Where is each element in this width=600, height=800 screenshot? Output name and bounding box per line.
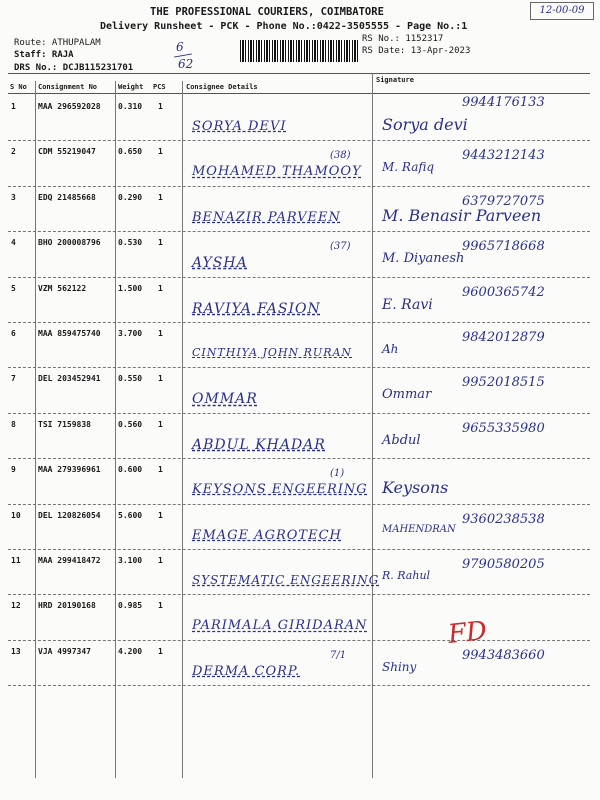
row-phone: 9842012879: [462, 330, 545, 345]
row-pcs: 1: [158, 419, 163, 429]
row-divider: [8, 140, 590, 141]
row-weight: 0.310: [118, 102, 143, 111]
row-consignee: PARIMALA GIRIDARAN: [192, 618, 368, 634]
corner-note: 12-00-09: [530, 2, 594, 20]
row-consignment: VJA 4997347: [38, 646, 91, 656]
runsheet-subtitle: Delivery Runsheet - PCK - Phone No.:0422-3505555 - Page No.:1: [100, 21, 468, 32]
row-note: (38): [330, 150, 351, 162]
row-consignment: MAA 279396961: [38, 465, 101, 475]
row-phone: 6379727075: [462, 193, 545, 209]
row-signature: Abdul: [382, 432, 421, 448]
row-sno: 13: [11, 646, 21, 656]
row-weight: 0.985: [118, 601, 143, 611]
row-consignment: DEL 203452941: [38, 374, 101, 384]
row-weight: 0.290: [118, 192, 143, 202]
table-row: [0, 233, 600, 278]
row-divider: [8, 640, 590, 641]
table-header-rule: [8, 93, 590, 94]
row-consignment: EDQ 21485668: [38, 192, 96, 202]
row-signature: Ah: [382, 342, 399, 356]
row-note: (1): [330, 468, 345, 480]
row-consignee: DERMA CORP.: [192, 663, 301, 679]
rs-date: RS Date: 13-Apr-2023: [362, 46, 471, 56]
col-sno: S No: [10, 83, 27, 91]
row-note: 7/1: [330, 649, 347, 661]
row-signature: R. Rahul: [382, 569, 431, 582]
row-signature: M. Rafiq: [382, 160, 435, 175]
row-consignee: BENAZIR PARVEEN: [192, 209, 341, 225]
table-row: [0, 97, 600, 142]
row-divider: [8, 322, 590, 323]
row-phone: 9600365742: [462, 284, 545, 300]
table-row: [0, 142, 600, 187]
row-phone: 9443212143: [462, 148, 545, 164]
table-row: [0, 369, 600, 414]
row-weight: 3.100: [118, 556, 143, 565]
col-consignee: Consignee Details: [186, 83, 258, 91]
row-pcs: 1: [158, 192, 163, 202]
row-signature: Shiny: [382, 659, 417, 674]
row-sno: 7: [11, 374, 16, 384]
row-sno: 5: [11, 283, 16, 293]
row-sno: 8: [11, 419, 16, 429]
row-pcs: 1: [158, 601, 163, 611]
row-pcs: 1: [158, 510, 163, 520]
table-row: [0, 596, 600, 641]
row-sno: 4: [11, 238, 16, 248]
row-sno: 12: [11, 601, 21, 611]
row-divider: [8, 685, 590, 686]
row-signature: E. Ravi: [382, 296, 433, 313]
row-phone: 9790580205: [462, 557, 545, 572]
row-weight: 0.530: [118, 238, 143, 248]
row-consignment: BHO 200008796: [38, 238, 101, 248]
row-consignee: AYSHA: [192, 255, 248, 272]
row-consignment: HRD 20190168: [38, 601, 96, 611]
row-consignee: CINTHIYA JOHN RURAN: [192, 346, 353, 359]
route-label: Route: ATHUPALAM: [14, 38, 101, 48]
row-phone: 9943483660: [462, 647, 545, 663]
barcode: [240, 40, 358, 62]
row-phone: 9944176133: [462, 95, 545, 110]
row-consignment: MAA 299418472: [38, 556, 101, 565]
table-row: [0, 551, 600, 596]
row-weight: 4.200: [118, 646, 143, 656]
row-sno: 1: [11, 102, 16, 111]
table-row: [0, 506, 600, 551]
row-weight: 0.650: [118, 147, 143, 157]
row-pcs: 1: [158, 238, 163, 248]
rs-number: RS No.: 1152317: [362, 34, 444, 44]
row-pcs: 1: [158, 556, 163, 565]
row-signature: Ommar: [382, 387, 432, 403]
row-divider: [8, 504, 590, 505]
row-phone: 9655335980: [462, 420, 545, 436]
row-consignment: TSI 7159838: [38, 419, 91, 429]
row-consignment: CDM 55219047: [38, 147, 96, 157]
drs-number: DRS No.: DCJB115231701: [14, 63, 134, 73]
row-divider: [8, 549, 590, 550]
table-row: [0, 279, 600, 324]
table-row: [0, 188, 600, 233]
row-signature: M. Benasir Parveen: [382, 205, 542, 225]
col-signature: Signature: [376, 76, 414, 84]
row-consignee: KEYSONS ENGEERING: [192, 482, 368, 498]
row-pcs: 1: [158, 329, 163, 338]
row-consignee: ABDUL KHADAR: [192, 436, 326, 453]
row-consignee: SORYA DEVI: [192, 119, 287, 134]
row-consignment: MAA 296592028: [38, 102, 101, 111]
company-title: THE PROFESSIONAL COURIERS, COIMBATORE: [150, 6, 384, 18]
table-row: [0, 642, 600, 687]
row-consignee: MOHAMED THAMOOY: [192, 164, 362, 180]
row-signature: MAHENDRAN: [382, 523, 456, 535]
row-divider: [8, 594, 590, 595]
row-phone: 9952018515: [462, 375, 545, 391]
row-weight: 3.700: [118, 329, 143, 338]
staff-label: Staff: RAJA: [14, 50, 74, 60]
row-weight: 0.550: [118, 374, 143, 384]
row-divider: [8, 231, 590, 232]
row-weight: 0.560: [118, 419, 143, 429]
row-pcs: 1: [158, 147, 163, 157]
row-consignee: OMMAR: [192, 391, 258, 408]
row-consignee: EMAGE AGROTECH: [192, 527, 342, 543]
row-signature: M. Diyanesh: [382, 251, 465, 267]
row-consignee: SYSTEMATIC ENGEERING: [192, 573, 380, 587]
row-divider: [8, 186, 590, 187]
table-row: [0, 324, 600, 369]
row-divider: [8, 413, 590, 414]
row-sno: 9: [11, 465, 16, 475]
row-pcs: 1: [158, 646, 163, 656]
table-top-rule: [8, 73, 590, 74]
row-sno: 10: [11, 510, 21, 520]
col-consignment: Consignment No: [38, 83, 98, 91]
col-weight: Weight: [118, 83, 144, 91]
row-divider: [8, 458, 590, 459]
tally-bottom: 62: [178, 57, 194, 71]
row-sno: 2: [11, 147, 16, 157]
row-signature: Keysons: [382, 478, 449, 498]
row-divider: [8, 367, 590, 368]
row-pcs: 1: [158, 465, 163, 475]
row-note: (37): [330, 241, 351, 253]
row-phone: 9360238538: [462, 511, 545, 527]
row-consignment: MAA 859475740: [38, 329, 101, 338]
row-pcs: 1: [158, 374, 163, 384]
row-sno: 3: [11, 192, 16, 202]
row-consignment: VZM 562122: [38, 283, 87, 293]
row-signature: Sorya devi: [382, 115, 468, 134]
row-pcs: 1: [158, 283, 163, 293]
row-phone: 9965718668: [462, 239, 545, 255]
tally-top: 6: [176, 40, 184, 54]
row-sno: 11: [11, 556, 21, 565]
table-row: [0, 460, 600, 505]
row-consignee: RAVIYA FASION: [192, 300, 321, 317]
row-consignment: DEL 120826054: [38, 510, 101, 520]
row-weight: 0.600: [118, 465, 143, 475]
fd-stamp: FD: [446, 616, 489, 650]
row-sno: 6: [11, 329, 16, 338]
col-pcs: PCS: [153, 83, 166, 91]
table-row: [0, 415, 600, 460]
row-divider: [8, 277, 590, 278]
row-weight: 5.600: [118, 510, 143, 520]
row-weight: 1.500: [118, 283, 143, 293]
row-pcs: 1: [158, 102, 163, 111]
